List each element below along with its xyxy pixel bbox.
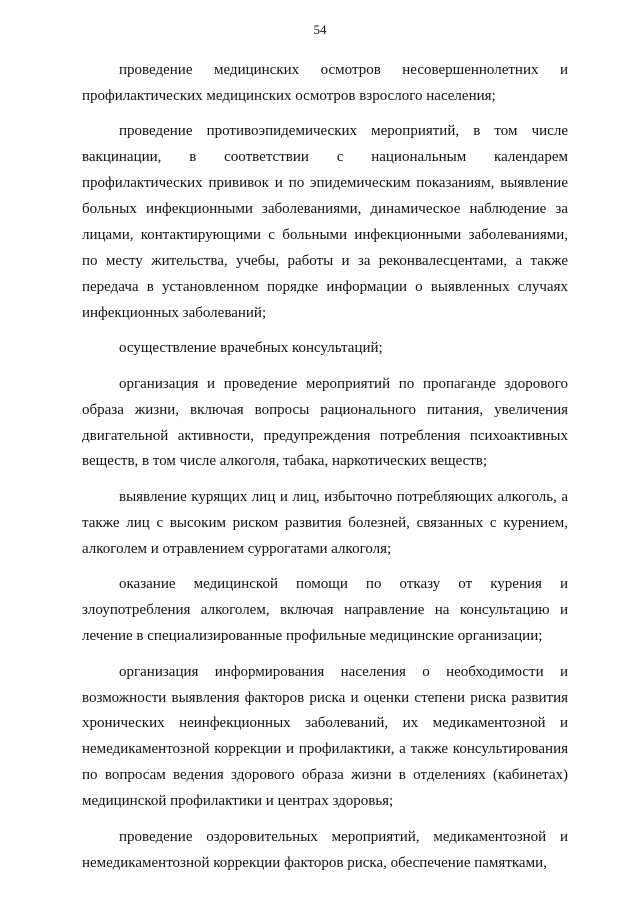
page-number: 54 — [313, 22, 327, 37]
paragraph-medical-examinations: проведение медицинских осмотров несовершеннолетних и профилактических медицинских осмотров взрослого населения; — [82, 62, 568, 104]
paragraph-antiepidemic-measures: проведение противоэпидемических мероприятий, в том числе вакцинации, в соответствии с национальным календарем профилактических прививок и по эпидемическим показаниям, выявление больных инфекционными заболеваниями, динамическое наблюдение за лицами, контактирующими с больными инфекционными заболеваниями, по месту жительства, учебы, работы и за реконвалесцентами, а также передача в установленном порядке информации о выявленных случаях инфекционных заболеваний; — [82, 123, 568, 321]
paragraph-risk-identification: выявление курящих лиц и лиц, избыточно потребляющих алкоголь, а также лиц с высоким риском развития болезней, связанных с курением, алкоголем и отравлением суррогатами алкоголя; — [82, 488, 568, 557]
document-body — [82, 58, 568, 886]
paragraph-medical-consultations: осуществление врачебных консультаций; — [119, 340, 383, 357]
paragraph-health-improvement: проведение оздоровительных мероприятий, медикаментозной и немедикаментозной коррекции факторов риска, обеспечение памятками, — [82, 828, 568, 871]
paragraph-healthy-lifestyle-promotion: организация и проведение мероприятий по пропаганде здорового образа жизни, включая вопросы рационального питания, увеличения двигательной активности, предупреждения потребления психоактивных веществ, в том числе алкоголя, табака, наркотических веществ; — [82, 375, 568, 470]
paragraph-smoking-cessation-help: оказание медицинской помощи по отказу от курения и злоупотребления алкоголем, включая направление на консультацию и лечение в специализированные профильные медицинские организации; — [82, 576, 568, 645]
paragraph-population-informing: организация информирования населения о необходимости и возможности выявления факторов риска и оценки степени риска развития хронических неинфекционных заболеваний, их медикаментозной и немедикаментозной коррекции и профилактики, а также консультирования по вопросам ведения здорового образа жизни в отделениях (кабинетах) медицинской профилактики и центрах здоровья; — [82, 663, 568, 810]
